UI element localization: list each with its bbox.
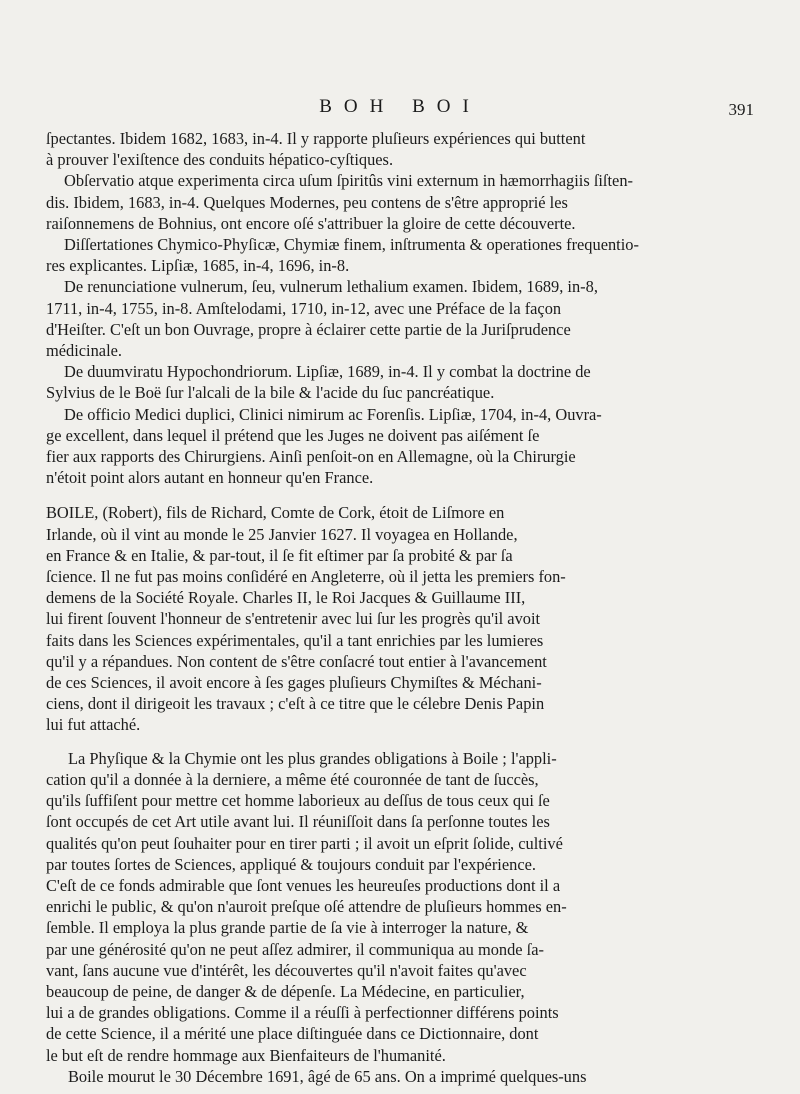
page-header [0, 96, 800, 126]
text-line: lui a de grandes obligations. Comme il a réuſſi à perfectionner différens points [46, 1003, 559, 1023]
bibliography-entry [46, 170, 796, 234]
text-line: BOILE, (Robert), fils de Richard, Comte de Cork, étoit de Liſmore en [46, 503, 505, 523]
text-line: n'étoit point alors autant en honneur qu'en France. [46, 468, 374, 488]
text-line: ſont occupés de cet Art utile avant lui. Il réuniſſoit dans ſa perſonne toutes les [46, 812, 550, 832]
text-line: à prouver l'exiſtence des conduits hépatico-cyſtiques. [46, 150, 394, 170]
text-line: Boile mourut le 30 Décembre 1691, âgé de 65 ans. On a imprimé quelques-uns [68, 1066, 587, 1086]
text-line: de ces Sciences, il avoit encore à ſes gages pluſieurs Chymiſtes & Méchani- [46, 673, 542, 693]
page-number: 391 [728, 100, 754, 119]
text-line: De renunciatione vulnerum, ſeu, vulnerum lethalium examen. Ibidem, 1689, in-8, [64, 277, 598, 297]
text-line: Obſervatio atque experimenta circa uſum ſpiritûs vini externum in hæmorrhagiis ſiſten- [64, 171, 633, 191]
text-line: demens de la Société Royale. Charles II, le Roi Jacques & Guillaume III, [46, 588, 526, 608]
text-line: faits dans les Sciences expérimentales, qu'il a tant enrichies par les lumieres [46, 630, 544, 650]
text-line: beaucoup de peine, de danger & de dépenſe. La Médecine, en particulier, [46, 981, 525, 1001]
article-boile [46, 502, 796, 735]
text-line: La Phyſique & la Chymie ont les plus grandes obligations à Boile ; l'appli- [68, 748, 557, 768]
page-body [46, 128, 796, 1087]
text-line: qualités qu'on peut ſouhaiter pour en tirer parti ; il avoit un eſprit ſolide, cultivé [46, 833, 563, 853]
text-line: Sylvius de le Boë ſur l'alcali de la bile & l'acide du ſuc pancréatique. [46, 383, 495, 403]
bibliography-entry [46, 361, 796, 403]
text-line: qu'ils ſuffiſent pour mettre cet homme laborieux au deſſus de tous ceux qui ſe [46, 791, 550, 811]
text-line: qu'il y a répandues. Non content de s'être conſacré tout entier à l'avancement [46, 651, 547, 671]
text-line: fier aux rapports des Chirurgiens. Ainſi penſoit-on en Allemagne, où la Chirurgie [46, 447, 576, 467]
text-line: cation qu'il a donnée à la derniere, a même été couronnée de tant de ſuccès, [46, 769, 539, 789]
article-paragraph [46, 748, 796, 1066]
text-line: ſpectantes. Ibidem 1682, 1683, in-4. Il y rapporte pluſieurs expériences qui buttent [46, 129, 586, 148]
text-line: C'eſt de ce fonds admirable que ſont venues les heureuſes productions dont il a [46, 875, 561, 895]
bibliography-entry [46, 234, 796, 276]
text-line: res explicantes. Lipſiæ, 1685, in-4, 1696, in-8. [46, 256, 350, 276]
text-line: dis. Ibidem, 1683, in-4. Quelques Modernes, peu contens de s'être approprié les [46, 192, 568, 212]
text-line: par toutes ſortes de Sciences, appliqué & toujours conduit par l'expérience. [46, 854, 536, 874]
text-line: vant, ſans aucune vue d'intérêt, les découvertes qu'il n'avoit faites qu'avec [46, 960, 527, 980]
text-line: De officio Medici duplici, Clinici nimirum ac Forenſis. Lipſiæ, 1704, in-4, Ouvra- [64, 404, 602, 424]
text-line: médicinale. [46, 341, 122, 361]
text-line: Irlande, où il vint au monde le 25 Janvier 1627. Il voyagea en Hollande, [46, 524, 518, 544]
text-line: 1711, in-4, 1755, in-8. Amſtelodami, 1710, in-12, avec une Préface de la façon [46, 298, 562, 318]
text-line: de cette Science, il a mérité une place diſtinguée dans ce Dictionnaire, dont [46, 1024, 539, 1044]
bibliography-entry [46, 128, 796, 170]
text-line: en France & en Italie, & par-tout, il ſe fit eſtimer par ſa probité & par ſa [46, 545, 513, 565]
bibliography-entry [46, 276, 796, 361]
text-line: lui fut attaché. [46, 715, 141, 735]
text-line: raiſonnemens de Bohnius, ont encore oſé s'attribuer la gloire de cette découverte. [46, 213, 576, 233]
article-paragraph [46, 1066, 796, 1087]
bibliography-entry [46, 404, 796, 489]
text-line: ciens, dont il dirigeoit les travaux ; c'eſt à ce titre que le célebre Denis Papin [46, 694, 545, 714]
text-line: De duumviratu Hypochondriorum. Lipſiæ, 1689, in-4. Il y combat la doctrine de [64, 362, 591, 382]
text-line: lui firent ſouvent l'honneur de s'entretenir avec lui ſur les progrès qu'il avoit [46, 609, 541, 629]
text-line: ſcience. Il ne fut pas moins conſidéré en Angleterre, où il jetta les premiers fon- [46, 567, 566, 587]
text-line: enrichi le public, & qu'on n'auroit preſque oſé attendre de pluſieurs hommes en- [46, 897, 567, 917]
text-line: Diſſertationes Chymico-Phyſicæ, Chymiæ finem, inſtrumenta & operationes frequentio- [64, 235, 639, 255]
text-line: le but eſt de rendre hommage aux Bienfaiteurs de l'humanité. [46, 1045, 446, 1065]
running-head: BOH BOI [319, 96, 481, 117]
text-line: d'Heiſter. C'eſt un bon Ouvrage, propre à éclairer cette partie de la Juriſprudence [46, 319, 571, 339]
text-line: ge excellent, dans lequel il prétend que les Juges ne doivent pas aiſément ſe [46, 425, 540, 445]
text-line: par une générosité qu'on ne peut aſſez admirer, il communiqua au monde ſa- [46, 939, 544, 959]
text-line: ſemble. Il employa la plus grande partie de ſa vie à interroger la nature, & [46, 918, 529, 938]
